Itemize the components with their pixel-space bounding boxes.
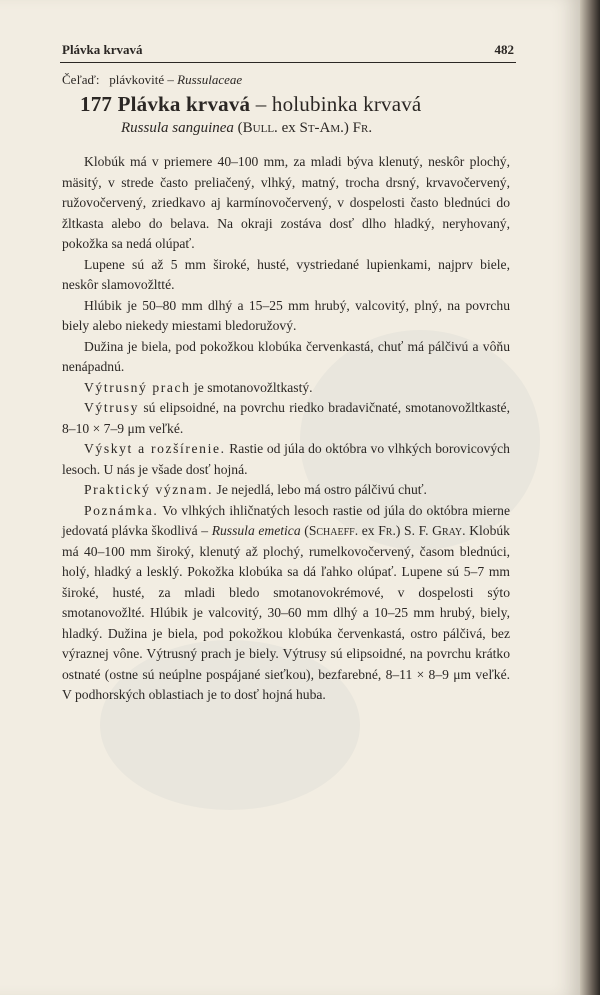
paragraph-significance (62, 480, 510, 501)
author-fr: Fr. (352, 120, 373, 136)
significance-label: Praktický význam. (84, 482, 214, 497)
entry-name: Plávka krvavá (117, 92, 251, 116)
entry-dash: – (255, 92, 267, 116)
page-number: 482 (494, 42, 514, 57)
family-dash: – (167, 72, 174, 87)
author-bull: Bull. (242, 120, 278, 136)
occurrence-label: Výskyt a rozšírenie. (84, 441, 226, 456)
paragraph-spore-print (62, 378, 510, 399)
paragraph-note (62, 501, 510, 706)
running-title: Plávka krvavá (62, 42, 143, 57)
note-author-gray: Gray. (432, 523, 466, 538)
paragraph-stem (62, 296, 510, 337)
note-text-b: ex (358, 523, 379, 538)
author-stam: St-Am. (299, 120, 344, 136)
paragraph-gills (62, 255, 510, 296)
paren-open: ( (237, 120, 243, 136)
header-rule (60, 62, 516, 63)
family-label: Čeľaď: (62, 72, 100, 87)
species-latin: Russula sanguinea (121, 120, 234, 136)
note-label: Poznámka. (84, 502, 159, 518)
entry-number: 177 (80, 92, 113, 116)
note-text-c: ) S. F. (395, 523, 433, 538)
gills-description: Lupene sú až 5 mm široké, husté, vystriedané lupienkami, najprv biele, neskôr slamovožltté. (62, 256, 510, 292)
paragraph-cap (62, 152, 510, 255)
author-ex: ex (281, 120, 296, 136)
scientific-name (121, 120, 372, 137)
note-text-a: Vo vlhkých ihličnatých lesoch rastie od júla do októbra mierne jedovatá plávka škodlivá – (62, 502, 510, 538)
note-text-d: Klobúk má 40–100 mm široký, klenutý až plochý, rumelkovočervený, časom blednúci, holý, hladký a lesklý. Pokožka klobúka sa dá ľahko olúpať. Lupene sú 5–7 mm široké, husté, za mladi bledo smotanovokrémové, v dospelosti sýto smotanovožlté. Hlúbik je valcovitý, 30–60 mm dlhý a 10–25 mm hrubý, biely, hladký. Dužina je biela, pod pokožkou klobúka červenkastá, ostro pálčivá, bez výraznej vône. Výtrusný prach je biely. Výtrusy sú elipsoidné, na povrchu krátko ostnaté (ostne sú neúplne pospájané sieťkou), bezfarebné, 8–11 × 8–9 μm veľké. V podhorských oblastiach je to dosť hojná huba. (62, 523, 510, 702)
note-author-schaeff: (Schaeff. (300, 523, 359, 538)
spore-print-text: je smotanovožltkastý. (190, 379, 313, 395)
paragraph-spores (62, 398, 510, 439)
occurrence-text: Rastie od júla do októbra vo vlhkých borovicových lesoch. U nás je všade dosť hojná. (62, 441, 510, 477)
stem-description: Hlúbik je 50–80 mm dlhý a 15–25 mm hrubý, valcovitý, plný, na povrchu biely alebo niekedy miestami bledoružový. (62, 297, 510, 333)
spore-print-label: Výtrusný prach (84, 379, 191, 395)
note-author-fr: Fr. (378, 523, 396, 538)
flesh-description: Dužina je biela, pod pokožkou klobúka červenkastá, chuť má pálčivú a vôňu nenápadnú. (62, 338, 510, 374)
note-latin: Russula emetica (211, 523, 301, 538)
paren-close: ) (343, 120, 349, 136)
family-line (62, 72, 242, 88)
paragraph-flesh (62, 337, 510, 378)
entry-title (80, 92, 421, 117)
significance-text: Je nejedlá, lebo má ostro pálčivú chuť. (213, 482, 427, 497)
entry-alt-name: holubinka krvavá (271, 92, 422, 116)
body-text (62, 152, 510, 706)
page-edge (580, 0, 600, 995)
family-name: plávkovité (109, 72, 165, 87)
paragraph-occurrence (62, 439, 510, 480)
running-header (62, 42, 514, 58)
family-latin: Russulaceae (177, 72, 243, 87)
cap-description: Klobúk má v priemere 40–100 mm, za mladi býva klenutý, neskôr plochý, mäsitý, v strede často preliačený, vlhký, matný, trocha drsný, krvavočervený, ružovočervený, zriedkavo aj karmínovočervený, v dospelosti často blednúci do žltkasta alebo do belava. Na okraji zostáva dosť dlho hladký, neryhovaný, pokožka sa nedá olúpať. (62, 154, 510, 251)
spores-text: sú elipsoidné, na povrchu riedko bradavičnaté, smotanovožltkasté, 8–10 × 7–9 μm veľké. (62, 400, 510, 436)
spores-label: Výtrusy (84, 400, 140, 415)
